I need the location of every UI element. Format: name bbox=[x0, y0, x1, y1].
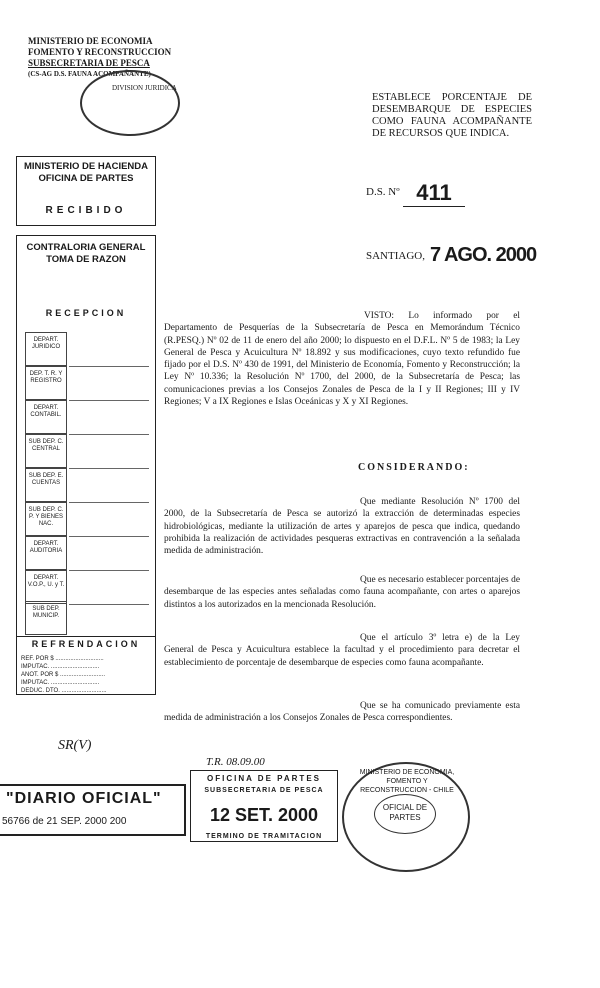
visto-paragraph: VISTO: Lo informado por el Departamento de Pesquerías de la Subsecretaría de Pesca en Memorándum Técnico (R.PESQ.) Nº 02 de 11 de enero del año 2000; lo dispuesto en el D.F.L. Nº 5 de 1983; la Ley General de Pesca y Acuicultura Nº 18.892 y sus modificaciones, cuyo texto refundido fue fijado por el D.S. Nº 430 de 1991, del Ministerio de Economía, Fomento y Reconstrucción; la Ley Nº 10.336; la Resolución Nº 1700, del 2000, de la Subsecretaría de Pesca; las comunicaciones previas a los Consejos Zonales de Pesca de la I y II Regiones; III y IV Regiones; V a IX Regiones e Islas Oceánicas y X y XI Regiones. bbox=[164, 311, 520, 408]
dept-box: DEP. T. R. Y REGISTRO bbox=[25, 366, 67, 400]
oficina-partes-stamp bbox=[190, 770, 338, 842]
ref-row: IMPUTAC. ............................. bbox=[21, 680, 100, 686]
header-line: MINISTERIO DE ECONOMIA bbox=[28, 36, 153, 46]
hacienda-line1: MINISTERIO DE HACIENDA bbox=[23, 161, 149, 172]
ref-row: REF. POR $ ............................. bbox=[21, 656, 104, 662]
dept-line bbox=[69, 536, 149, 537]
seal-text: DIVISION JURIDICA bbox=[112, 84, 177, 92]
header-line: (CS-AG D.S. FAUNA ACOMPAÑANTE) bbox=[28, 70, 151, 78]
considerando-paragraph: Que mediante Resolución Nº 1700 del 2000, de la Subsecretaría de Pesca se autorizó la extracción de determinadas especies hidrobiológicas, mediante la utilización de artes y aparejos de pesca que indica, quedando prohibida la realización de actividades pesqueras extractivas en contravención a la señalada medida de administración. bbox=[164, 497, 520, 557]
contraloria-line2: TOMA DE RAZON bbox=[46, 254, 126, 265]
oficial-partes-seal bbox=[342, 762, 470, 872]
tr-note: T.R. 08.09.00 bbox=[206, 756, 265, 768]
ds-number: 411 bbox=[403, 180, 465, 207]
ofp-foot: TERMINO DE TRAMITACION bbox=[205, 833, 323, 840]
seal-rim-text: MINISTERIO DE ECONOMIA, FOMENTO Y RECONSTRUCCION - CHILE bbox=[359, 769, 455, 794]
ds-label: D.S. Nº bbox=[366, 186, 400, 198]
ref-row: DEDUC. DTO. ........................... bbox=[21, 688, 107, 694]
hacienda-stamp-box bbox=[16, 156, 156, 226]
dept-box: SUB DEP. C. CENTRAL bbox=[25, 434, 67, 468]
considerando-paragraph: Que es necesario establecer porcentajes de desembarque de las especies antes señaladas como fauna acompañante, con artes o aparejos distintos a los autorizados en la mencionada Resolución. bbox=[164, 575, 520, 610]
dept-box: DEPART. JURIDICO bbox=[25, 332, 67, 366]
ministry-header bbox=[28, 36, 178, 80]
dept-line bbox=[69, 434, 149, 435]
decree-date: 7 AGO. 2000 bbox=[430, 244, 537, 266]
ofp-date: 12 SET. 2000 bbox=[209, 805, 319, 825]
ref-row: IMPUTAC. ............................. bbox=[21, 664, 100, 670]
considerando-paragraph: Que el artículo 3º letra e) de la Ley General de Pesca y Acuicultura establece la facultad y el procedimiento para decretar el establecimiento de porcentaje de desembarque de especies como fauna acompañante. bbox=[164, 633, 520, 668]
header-line: SUBSECRETARIA DE PESCA bbox=[28, 58, 150, 68]
dept-line bbox=[69, 468, 149, 469]
dept-box: SUB DEP. E. CUENTAS bbox=[25, 468, 67, 502]
dept-line bbox=[69, 502, 149, 503]
place-label: SANTIAGO, bbox=[366, 250, 425, 262]
document-title: ESTABLECE PORCENTAJE DE DESEMBARQUE DE ESPECIES COMO FAUNA ACOMPAÑANTE DE RECURSOS QUE INDICA. bbox=[372, 92, 532, 139]
ref-row: ANOT. POR $ ........................... bbox=[21, 672, 106, 678]
dept-line bbox=[69, 366, 149, 367]
dept-line bbox=[69, 400, 149, 401]
dept-line bbox=[69, 570, 149, 571]
juridica-seal bbox=[80, 70, 180, 136]
dept-box: SUB DEP. MUNICIP. bbox=[25, 601, 67, 635]
contraloria-stamp-box bbox=[16, 235, 156, 695]
header-line: FOMENTO Y RECONSTRUCCION bbox=[28, 47, 172, 57]
diario-title: "DIARIO OFICIAL" bbox=[6, 790, 162, 807]
ofp-header: OFICINA DE PARTES bbox=[206, 774, 321, 783]
diario-date: 56766 de 21 SEP. 2000 200 bbox=[2, 816, 127, 827]
considerando-title: CONSIDERANDO: bbox=[358, 462, 470, 473]
refrendacion-label: REFRENDACION bbox=[17, 636, 155, 649]
dept-box: DEPART. AUDITORIA bbox=[25, 536, 67, 570]
hacienda-line2: OFICINA DE PARTES bbox=[38, 173, 134, 184]
recepcion-label: RECEPCION bbox=[45, 308, 127, 318]
seal-center-text: OFICIAL DE PARTES bbox=[374, 794, 436, 834]
hacienda-status: RECIBIDO bbox=[45, 205, 127, 216]
dept-box: SUB DEP. C. P. Y BIENES NAC. bbox=[25, 502, 67, 536]
dept-box: DEPART. CONTABIL. bbox=[25, 400, 67, 434]
dept-line bbox=[69, 604, 149, 605]
ofp-sub: SUBSECRETARIA DE PESCA bbox=[204, 787, 324, 794]
diario-oficial-stamp bbox=[0, 784, 186, 836]
considerando-paragraph: Que se ha comunicado previamente esta medida de administración a los Consejos Zonales de Pesca correspondientes. bbox=[164, 701, 520, 724]
dept-box: DEPART. V.O.P., U. y T. bbox=[25, 570, 67, 604]
contraloria-line1: CONTRALORIA GENERAL bbox=[26, 242, 146, 253]
initials-handwritten: SR(V) bbox=[58, 738, 92, 753]
